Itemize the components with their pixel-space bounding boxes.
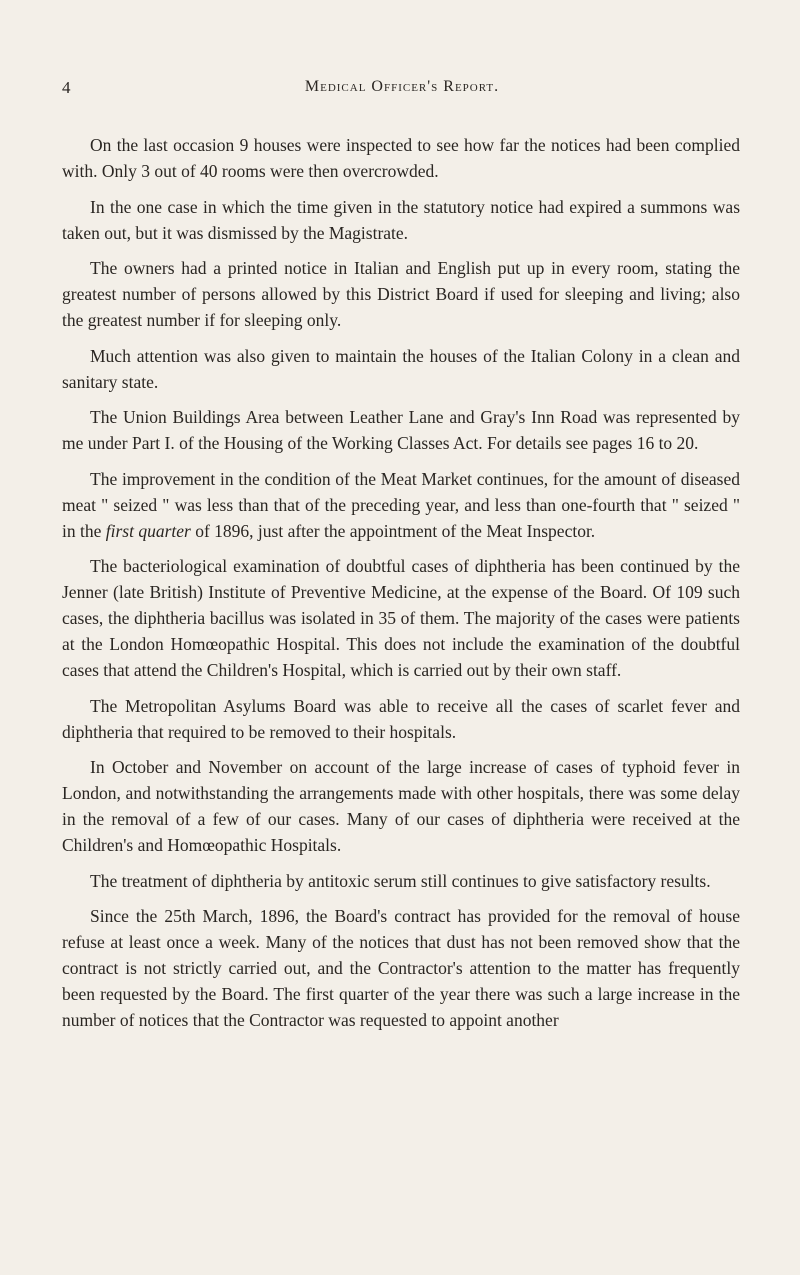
- paragraph-6-after: of 1896, just after the appointment of the Meat Inspector.: [190, 520, 596, 541]
- paragraph-11: Since the 25th March, 1896, the Board's contract has provided for the removal of house refuse at least once a week. Many of the notices that dust has not been removed show that the contract is not strictly carried out, and the Contractor's attention to the matter has frequently been requested by the Board. The first quarter of the year there was such a large increase in the number of notices that the Contractor was requested to appoint another: [62, 906, 740, 1030]
- paragraph-6-emphasis: first quarter: [105, 520, 191, 541]
- paragraph-2: In the one case in which the time given in the statutory notice had expired a summons was taken out, but it was dismissed by the Magistrate.: [62, 196, 740, 243]
- page-number: 4: [62, 78, 71, 97]
- paragraph-10: The treatment of diphtheria by antitoxic serum still continues to give satisfactory results.: [90, 870, 711, 891]
- paragraph-4: Much attention was also given to maintain the houses of the Italian Colony in a clean and sanitary state.: [62, 345, 740, 392]
- paragraph-1: On the last occasion 9 houses were inspected to see how far the notices had been complied with. Only 3 out of 40 rooms were then overcrowded.: [62, 135, 740, 181]
- body-text: [62, 132, 740, 1043]
- paragraph-6: [62, 466, 740, 544]
- running-head: Medical Officer's Report.: [304, 78, 500, 95]
- page-header: [62, 78, 742, 102]
- paragraph-5: The Union Buildings Area between Leather Lane and Gray's Inn Road was represented by me under Part I. of the Housing of the Working Classes Act. For details see pages 16 to 20.: [62, 407, 740, 453]
- paragraph-7: The bacteriological examination of doubtful cases of diphtheria has been continued by the Jenner (late British) Institute of Preventive Medicine, at the expense of the Board. Of 109 such cases, the diphtheria bacillus was isolated in 35 of them. The majority of the cases were patients at the London Homœopathic Hospital. This does not include the examination of the doubtful cases that attend the Children's Hospital, which is carried out by their own staff.: [62, 556, 740, 680]
- paragraph-6-before: The improvement in the condition of the Meat Market continues, for the amount of diseased meat " seized " was less than that of the preceding year, and less than one-fourth that " seized " in the: [62, 468, 740, 541]
- paragraph-9: In October and November on account of the large increase of cases of typhoid fever in London, and notwithstanding the arrangements made with other hospitals, there was some delay in the removal of a few of our cases. Many of our cases of diphtheria were received at the Children's and Homœopathic Hospitals.: [62, 757, 740, 855]
- paragraph-3: The owners had a printed notice in Italian and English put up in every room, stating the greatest number of persons allowed by this District Board if used for sleeping and living; also the greatest number if for sleeping only.: [62, 258, 740, 330]
- paragraph-8: The Metropolitan Asylums Board was able to receive all the cases of scarlet fever and diphtheria that required to be removed to their hospitals.: [62, 695, 740, 742]
